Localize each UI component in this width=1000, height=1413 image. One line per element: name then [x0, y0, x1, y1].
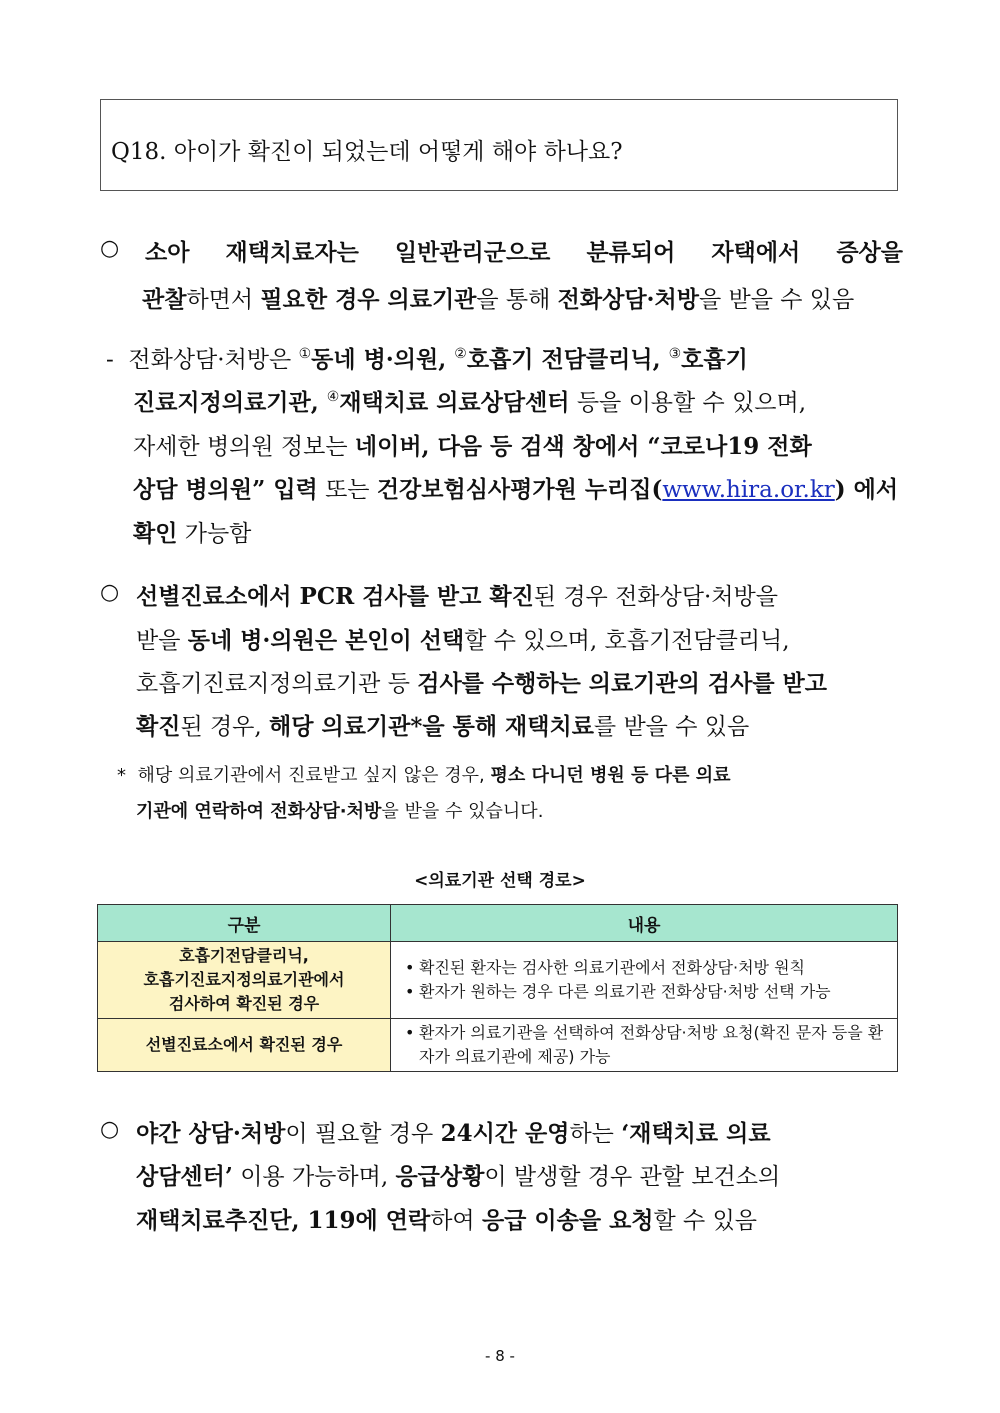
list-item: • 환자가 원하는 경우 다른 의료기관 전화상담·처방 선택 가능 [405, 980, 889, 1004]
question-box [100, 99, 898, 191]
table-row [98, 1019, 898, 1072]
table-caption: <의료기관 선택 경로> [414, 871, 586, 891]
question-title: Q18. 아이가 확진이 되었는데 어떻게 해야 하나요? [111, 139, 623, 165]
section2-line3: 호흡기진료지정의료기관 등 검사를 수행하는 의료기관의 검사를 받고 [136, 670, 827, 697]
header-category: 구분 [98, 905, 391, 942]
row1-content [391, 942, 898, 1019]
header-content: 내용 [391, 905, 898, 942]
dash-line3: 자세한 병의원 정보는 네이버, 다음 등 검색 창에서 “코로나19 전화 [133, 433, 812, 460]
section1-line1: 소아 재택치료자는 일반관리군으로 분류되어 자택에서 증상을 [145, 239, 903, 266]
row2-content [391, 1019, 898, 1072]
row2-category: 선별진료소에서 확진된 경우 [98, 1019, 391, 1072]
section2-line2: 받을 동네 병·의원은 본인이 선택할 수 있으며, 호흡기전담클리닉, [136, 627, 790, 654]
dash-line2: 진료지정의료기관, ④재택치료 의료상담센터 등을 이용할 수 있으며, [133, 389, 807, 416]
circle-bullet-1: ○ [100, 236, 120, 261]
section3-line1: 야간 상담·처방이 필요할 경우 24시간 운영하는 ‘재택치료 의료 [136, 1120, 771, 1147]
section3-line2: 상담센터’ 이용 가능하며, 응급상황이 발생할 경우 관할 보건소의 [136, 1163, 781, 1190]
circle-bullet-2: ○ [100, 580, 120, 605]
table-header-row [98, 905, 898, 942]
row1-category: 호흡기전담클리닉, 호흡기진료지정의료기관에서 검사하여 확진된 경우 [98, 942, 391, 1019]
section3-line3: 재택치료추진단, 119에 연락하여 응급 이송을 요청할 수 있음 [136, 1207, 758, 1234]
route-table [97, 904, 898, 1072]
list-item: • 확진된 환자는 검사한 의료기관에서 전화상담·처방 원칙 [405, 956, 889, 980]
page-number: - 8 - [485, 1347, 515, 1365]
circle-bullet-3: ○ [100, 1117, 120, 1142]
section2-line4: 확진된 경우, 해당 의료기관*을 통해 재택치료를 받을 수 있음 [136, 713, 750, 740]
note-line2: 기관에 연락하여 전화상담·처방을 받을 수 있습니다. [136, 801, 544, 822]
dash-line1: - 전화상담·처방은 ①동네 병·의원, ②호흡기 전담클리닉, ③호흡기 [106, 346, 748, 373]
hira-website-link[interactable]: www.hira.or.kr [662, 477, 835, 503]
note-line1: * 해당 의료기관에서 진료받고 싶지 않은 경우, 평소 다니던 병원 등 다른 의료 [117, 765, 731, 786]
section1-line2: 관찰하면서 필요한 경우 의료기관을 통해 전화상담·처방을 받을 수 있음 [142, 286, 855, 313]
dash-line5: 확인 가능함 [133, 520, 252, 547]
section2-line1: 선별진료소에서 PCR 검사를 받고 확진된 경우 전화상담·처방을 [136, 583, 778, 610]
dash-line4: 상담 병의원” 입력 또는 건강보험심사평가원 누리집(www.hira.or.kr) 에서 [133, 476, 899, 503]
table-row [98, 942, 898, 1019]
list-item: • 환자가 의료기관을 선택하여 전화상담·처방 요청(확진 문자 등을 환자가 의료기관에 제공) 가능 [405, 1021, 889, 1069]
